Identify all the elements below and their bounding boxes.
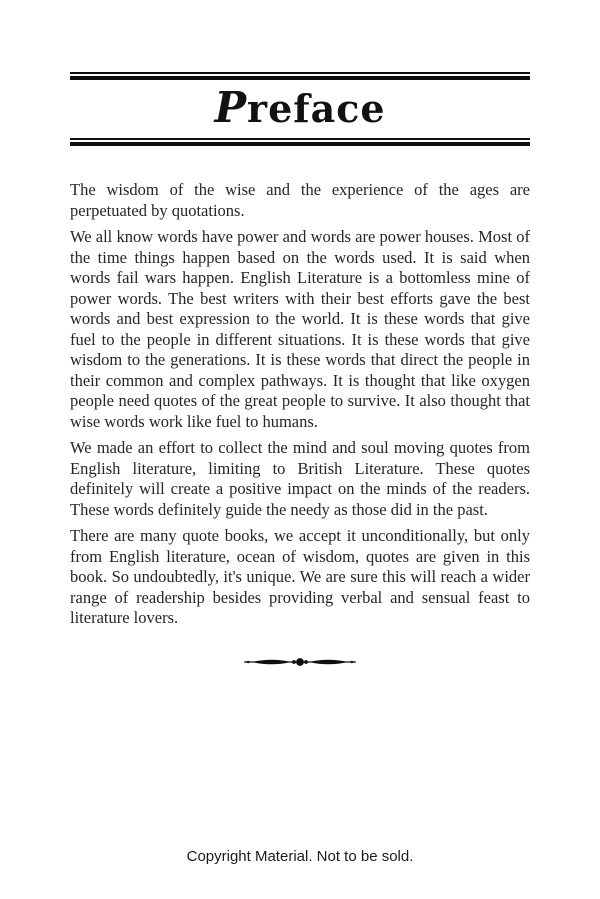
- paragraph-4: There are many quote books, we accept it unconditionally, but only from English literature, ocean of wisdom, quotes are given in this book. So undoubtedly, it's unique. We are sure this will reach a wider range of readership besides providing verbal and sensual feast to literature lovers.: [70, 526, 530, 628]
- bottom-double-rule: [70, 138, 530, 146]
- bottom-rule-thick-line: [70, 142, 530, 146]
- copyright-notice: Copyright Material. Not to be sold.: [186, 848, 414, 865]
- paragraph-2: We all know words have power and words are power houses. Most of the time things happen based on the words used. It is said when words fail wars happen. English Literature is a bottomless mine of power words. The best writers with their best efforts gave the best words and best expression to the world. It is these words that give fuel to the people in different situations. It is these words that give wisdom to the generations. It is these words that direct the people in their common and complex pathways. It is thought that like oxygen people need quotes of the great people to survive. It also thought that wise words work like fuel to humans.: [70, 227, 530, 431]
- page-content: [70, 72, 530, 671]
- section-divider-ornament-icon: [70, 653, 530, 671]
- preface-body: [70, 180, 530, 629]
- top-double-rule: [70, 72, 530, 80]
- top-rule-thick-line: [70, 76, 530, 80]
- page-title: Preface: [214, 83, 386, 132]
- paragraph-1: The wisdom of the wise and the experience of the ages are perpetuated by quotations.: [70, 180, 530, 220]
- paragraph-3: We made an effort to collect the mind and soul moving quotes from English literature, limiting to British Literature. These quotes definitely will create a positive impact on the minds of the readers. These words definitely guide the needy as those did in the past.: [70, 438, 530, 519]
